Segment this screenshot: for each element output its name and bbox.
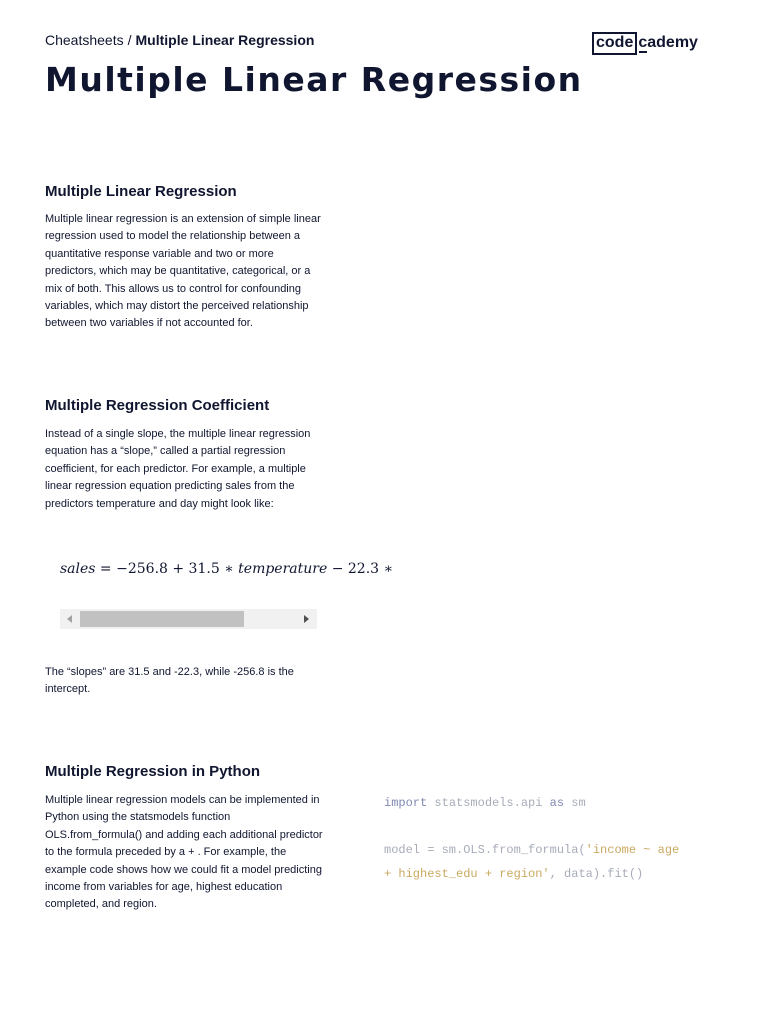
paragraph-line: equation has a “slope,” called a partial regression bbox=[45, 445, 286, 458]
scrollbar-thumb[interactable] bbox=[80, 611, 244, 627]
section-paragraph-multiple-linear-regression bbox=[45, 211, 321, 333]
paragraph-line: mix of both. This allows us to control for confounding bbox=[45, 282, 301, 295]
paragraph-line: predictors temperature and day might look like: bbox=[45, 497, 274, 510]
paragraph-line: Instead of a single slope, the multiple linear regression bbox=[45, 428, 311, 440]
section-heading-multiple-regression-in-python: Multiple Regression in Python bbox=[45, 763, 261, 780]
breadcrumb-current: Multiple Linear Regression bbox=[135, 32, 315, 48]
paragraph-line: predictors, which may be quantitative, categorical, or a bbox=[45, 265, 311, 278]
paragraph-line: income from variables for age, highest education bbox=[45, 881, 283, 894]
formula-equation: = −256.8 + 31.5 ∗ bbox=[95, 561, 239, 577]
formula-horizontal-scrollbar[interactable] bbox=[60, 609, 317, 629]
breadcrumb-link-cheatsheets[interactable]: Cheatsheets bbox=[45, 32, 124, 48]
paragraph-line: coefficient, for each predictor. For example, a multiple bbox=[45, 462, 306, 475]
logo-boxed-text: code bbox=[592, 32, 637, 55]
paragraph-line: between two variables if not accounted for. bbox=[45, 317, 253, 330]
formula-tail: − 22.3 ∗ bbox=[327, 561, 394, 577]
logo-rest-label: cademy bbox=[638, 34, 698, 51]
codecademy-logo[interactable] bbox=[592, 31, 698, 55]
breadcrumb-separator: / bbox=[127, 32, 132, 48]
code-blank-line bbox=[384, 816, 679, 840]
paragraph-line: Multiple linear regression is an extension of simple linear bbox=[45, 213, 321, 225]
paragraph-line: Multiple linear regression models can be implemented in bbox=[45, 794, 320, 806]
logo-underscore bbox=[639, 51, 647, 53]
paragraph-line: example code shows how we could fit a model predicting bbox=[45, 863, 322, 876]
code-text: model = sm.OLS.from_formula( bbox=[384, 843, 586, 857]
paragraph-line: variables, which may distort the perceived relationship bbox=[45, 300, 309, 313]
python-code-example bbox=[384, 792, 679, 886]
paragraph-line: quantitative response variable and two or more bbox=[45, 247, 274, 260]
section-paragraph-coefficient bbox=[45, 426, 310, 513]
paragraph-line: to the formula preceded by a + . For example, the bbox=[45, 846, 287, 859]
code-keyword: as bbox=[549, 796, 565, 810]
section-paragraph-slopes bbox=[45, 664, 294, 699]
code-line bbox=[384, 863, 679, 887]
code-line bbox=[384, 839, 679, 863]
code-text: , data).fit() bbox=[549, 866, 644, 881]
code-alias: sm bbox=[564, 796, 586, 810]
breadcrumb bbox=[45, 32, 314, 48]
paragraph-line: regression used to model the relationship between a bbox=[45, 230, 300, 243]
section-heading-multiple-linear-regression: Multiple Linear Regression bbox=[45, 183, 237, 200]
paragraph-line: OLS.from_formula() and adding each additional predictor bbox=[45, 828, 323, 841]
page-title: Multiple Linear Regression bbox=[45, 60, 583, 99]
code-string: 'income ~ age bbox=[585, 843, 680, 857]
paragraph-line: intercept. bbox=[45, 683, 91, 696]
formula-lhs: sales bbox=[60, 561, 96, 577]
code-module: statsmodels.api bbox=[427, 796, 550, 810]
scroll-left-arrow-icon[interactable] bbox=[67, 615, 72, 623]
code-keyword: import bbox=[384, 796, 428, 810]
paragraph-line: Python using the statsmodels function bbox=[45, 811, 231, 824]
paragraph-line: completed, and region. bbox=[45, 898, 157, 911]
paragraph-line: The “slopes” are 31.5 and -22.3, while -256.8 is the bbox=[45, 666, 294, 678]
section-paragraph-python bbox=[45, 792, 323, 914]
code-string: + highest_edu + region' bbox=[384, 866, 550, 881]
formula-variable: temperature bbox=[238, 561, 328, 577]
code-line bbox=[384, 792, 679, 816]
section-heading-multiple-regression-coefficient: Multiple Regression Coefficient bbox=[45, 397, 270, 414]
regression-formula bbox=[60, 552, 394, 586]
logo-rest-text bbox=[637, 34, 698, 52]
scroll-right-arrow-icon[interactable] bbox=[304, 615, 309, 623]
paragraph-line: linear regression equation predicting sales from the bbox=[45, 480, 295, 493]
